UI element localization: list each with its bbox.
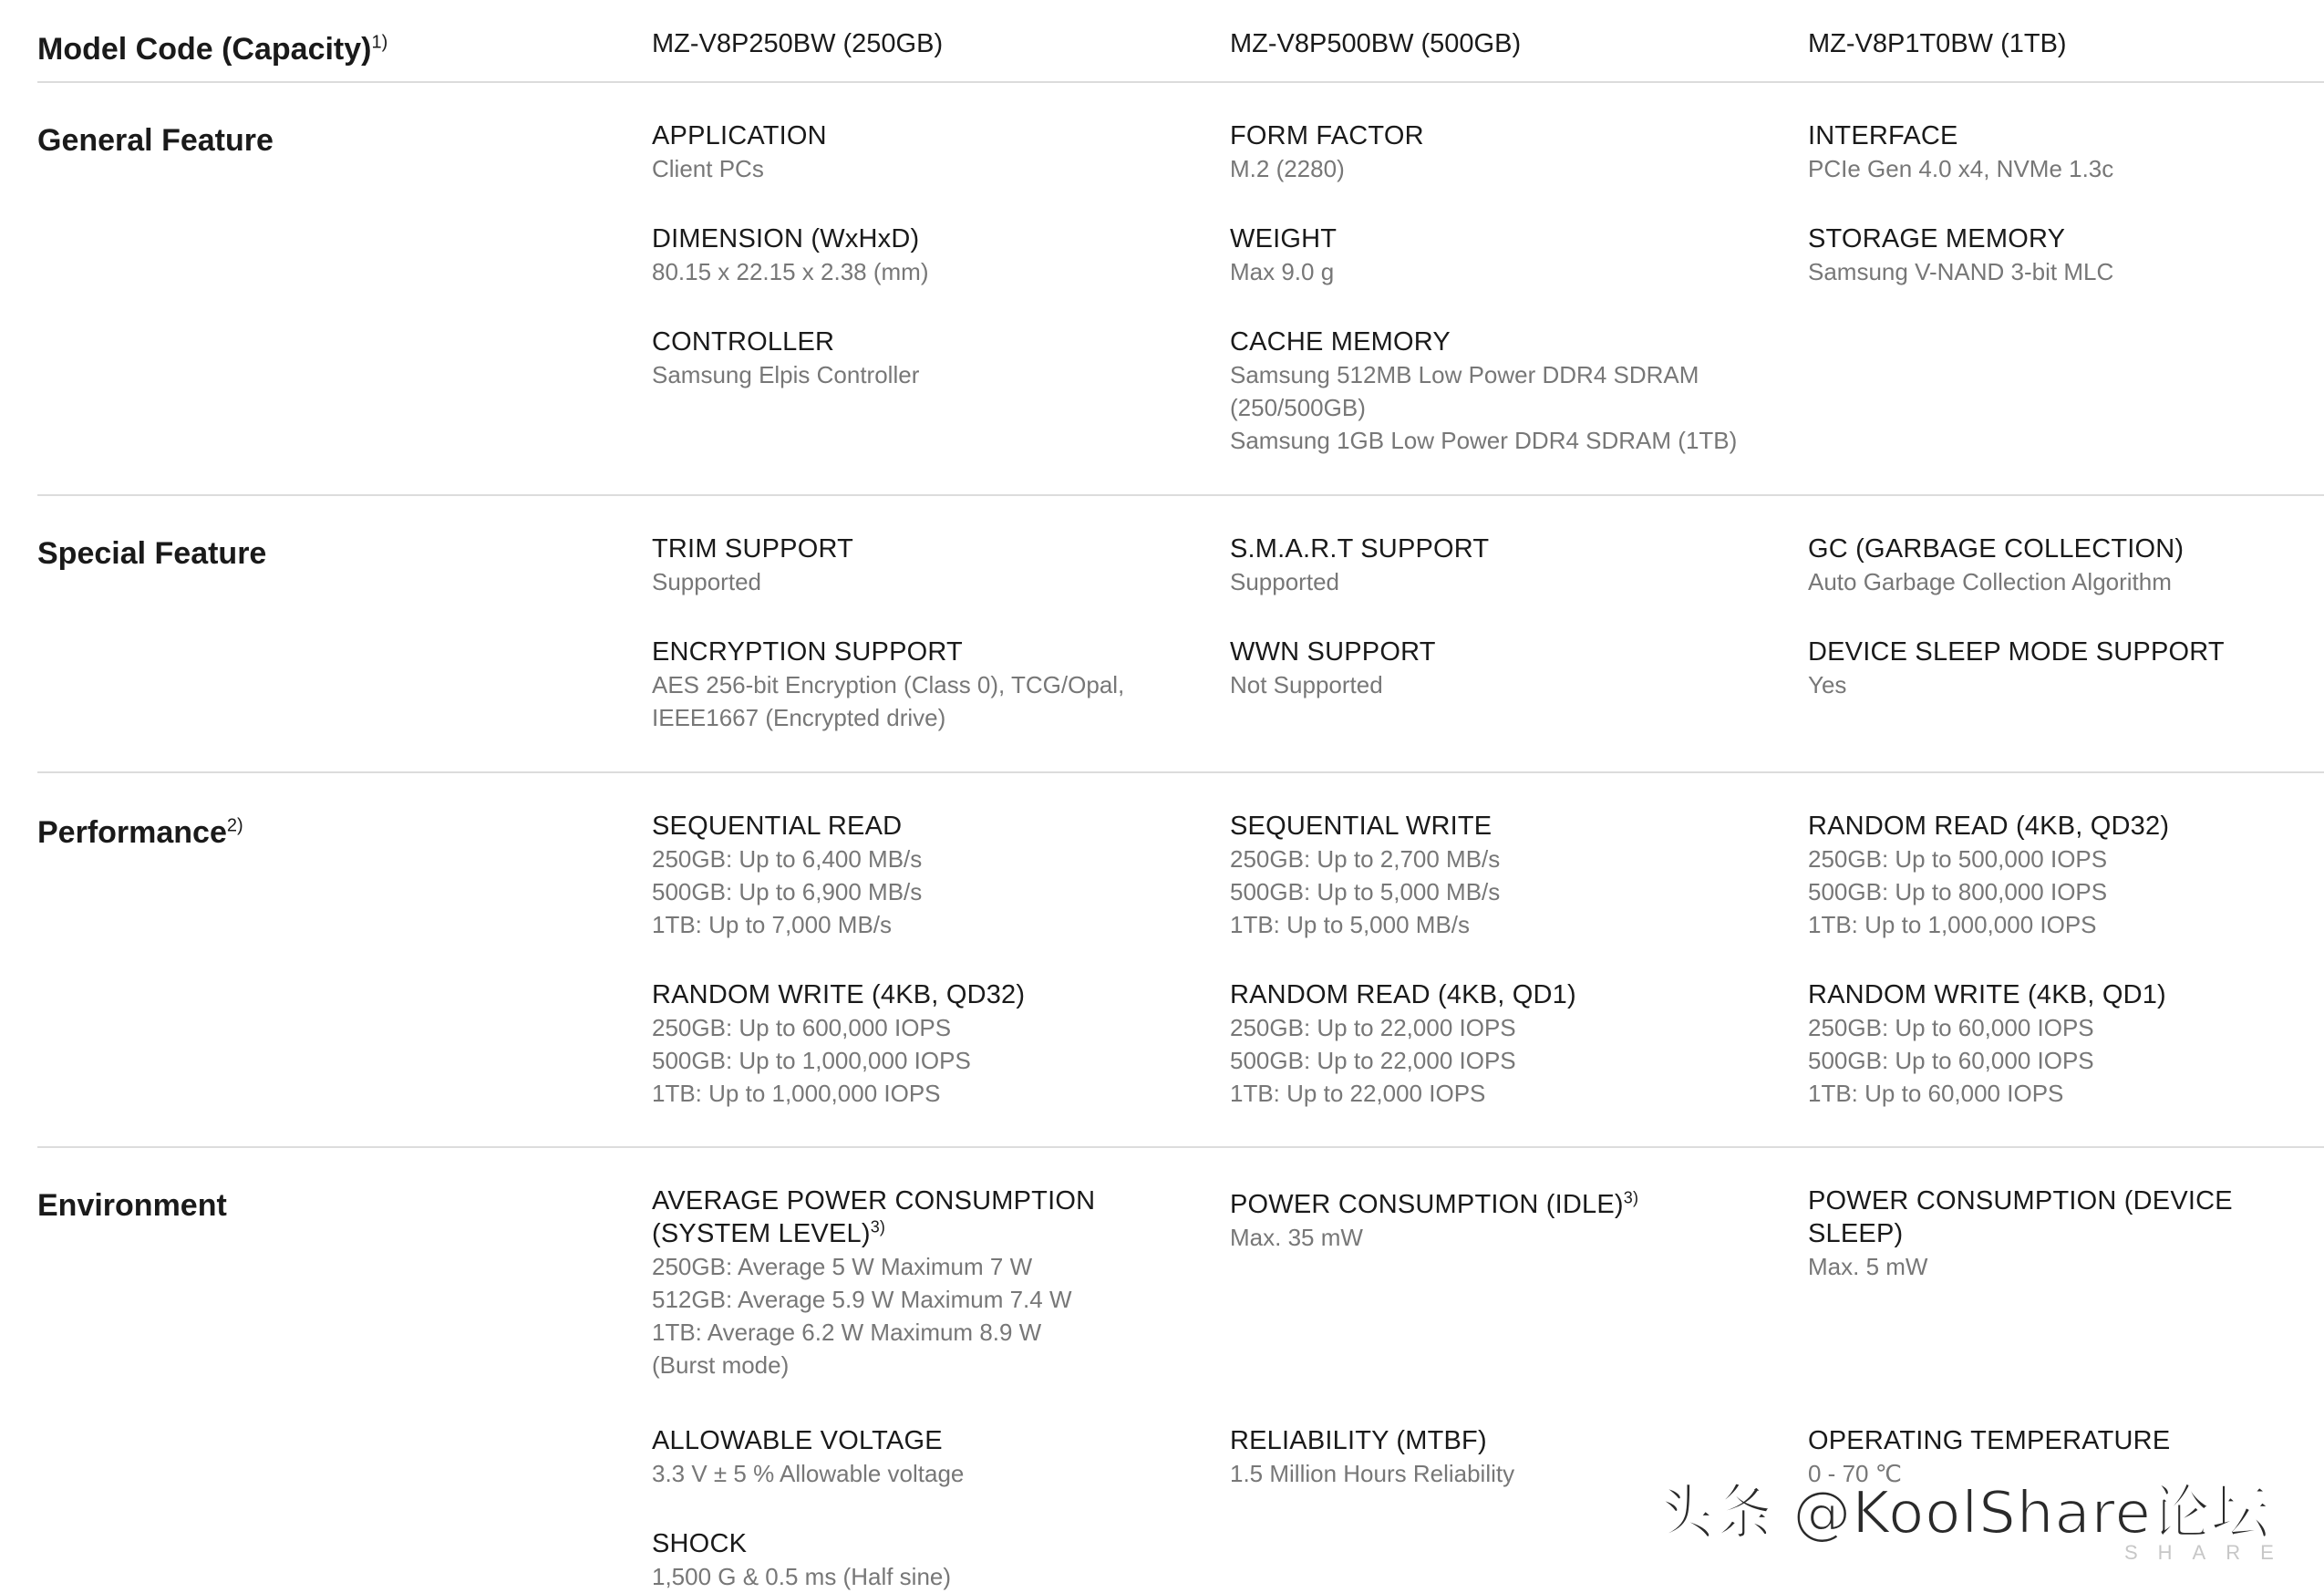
spec-label [1230, 1188, 1777, 1221]
spec-value: Client PCs [652, 155, 764, 182]
divider [37, 494, 2324, 496]
spec-value: 1TB: Up to 1,000,000 IOPS [652, 1080, 941, 1107]
spec-device-sleep [1808, 636, 2324, 701]
spec-label-cont [652, 1217, 1199, 1250]
spec-value: 0 - 70 ℃ [1808, 1460, 1902, 1487]
spec-footnote: 3) [870, 1217, 886, 1236]
header-title [37, 29, 387, 69]
spec-form-factor [1230, 119, 1777, 185]
spec-interface [1808, 119, 2324, 185]
spec-value: Max 9.0 g [1230, 258, 1335, 285]
spec-value: M.2 (2280) [1230, 155, 1345, 182]
spec-label: APPLICATION [652, 121, 827, 150]
spec-label: AVERAGE POWER CONSUMPTION [652, 1186, 1096, 1215]
spec-label: SEQUENTIAL READ [652, 812, 903, 841]
spec-label: FORM FACTOR [1230, 121, 1424, 150]
spec-power-idle [1230, 1188, 1777, 1254]
spec-value: 512GB: Average 5.9 W Maximum 7.4 W [652, 1286, 1072, 1313]
section-title-environment: Environment [37, 1188, 227, 1223]
spec-value: (250/500GB) [1230, 394, 1366, 421]
spec-random-write-qd1 [1808, 978, 2324, 1110]
spec-cache-memory [1230, 326, 1777, 457]
spec-label: TRIM SUPPORT [652, 534, 853, 564]
spec-value: 500GB: Up to 60,000 IOPS [1808, 1047, 2094, 1074]
spec-value: 500GB: Up to 6,900 MB/s [652, 878, 923, 905]
spec-value: AES 256-bit Encryption (Class 0), TCG/Opal, [652, 671, 1125, 698]
spec-label: CACHE MEMORY [1230, 327, 1451, 357]
spec-value: 250GB: Up to 6,400 MB/s [652, 845, 923, 873]
spec-label: DIMENSION (WxHxD) [652, 224, 920, 253]
spec-sequential-read [652, 810, 1199, 941]
spec-label: WEIGHT [1230, 224, 1338, 253]
spec-value: 1,500 G & 0.5 ms (Half sine) [652, 1563, 952, 1590]
spec-value: 500GB: Up to 22,000 IOPS [1230, 1047, 1516, 1074]
spec-value: 1TB: Up to 7,000 MB/s [652, 911, 893, 938]
spec-label: RANDOM READ (4KB, QD1) [1230, 980, 1576, 1009]
spec-value: Samsung V-NAND 3-bit MLC [1808, 258, 2114, 285]
header-title-text: Model Code (Capacity) [37, 32, 372, 67]
spec-value: PCIe Gen 4.0 x4, NVMe 1.3c [1808, 155, 2114, 182]
divider [37, 81, 2324, 83]
spec-label-text: (SYSTEM LEVEL) [652, 1219, 871, 1248]
spec-value: Supported [652, 568, 761, 595]
spec-label: ALLOWABLE VOLTAGE [652, 1426, 943, 1455]
spec-value: (Burst mode) [652, 1351, 790, 1379]
model-code-250: MZ-V8P250BW (250GB) [652, 29, 944, 58]
spec-label: WWN SUPPORT [1230, 637, 1436, 667]
spec-value: 1TB: Up to 1,000,000 IOPS [1808, 911, 2097, 938]
spec-value: 500GB: Up to 1,000,000 IOPS [652, 1047, 971, 1074]
spec-gc [1808, 533, 2324, 598]
section-title-special: Special Feature [37, 536, 267, 571]
spec-value: Samsung 512MB Low Power DDR4 SDRAM [1230, 361, 1699, 388]
spec-value: Auto Garbage Collection Algorithm [1808, 568, 2172, 595]
section-title-text: Performance [37, 815, 227, 850]
spec-footnote: 3) [1623, 1188, 1639, 1207]
spec-value: 250GB: Up to 22,000 IOPS [1230, 1014, 1516, 1041]
spec-value: 80.15 x 22.15 x 2.38 (mm) [652, 258, 929, 285]
spec-value: 1TB: Up to 5,000 MB/s [1230, 911, 1471, 938]
spec-power-device-sleep [1808, 1184, 2319, 1283]
spec-label: RELIABILITY (MTBF) [1230, 1426, 1487, 1455]
spec-label: OPERATING TEMPERATURE [1808, 1426, 2171, 1455]
spec-value: 250GB: Up to 600,000 IOPS [652, 1014, 952, 1041]
spec-value: 1TB: Up to 22,000 IOPS [1230, 1080, 1486, 1107]
spec-label: POWER CONSUMPTION (DEVICE SLEEP) [1808, 1186, 2233, 1248]
spec-label: RANDOM WRITE (4KB, QD32) [652, 980, 1026, 1009]
spec-value: 1.5 Million Hours Reliability [1230, 1460, 1515, 1487]
spec-label: CONTROLLER [652, 327, 835, 357]
spec-trim-support [652, 533, 1199, 598]
spec-value: 1TB: Average 6.2 W Maximum 8.9 W [652, 1319, 1042, 1346]
divider [37, 1146, 2324, 1148]
spec-smart-support [1230, 533, 1777, 598]
spec-encryption-support [652, 636, 1199, 734]
spec-controller [652, 326, 1199, 391]
spec-allowable-voltage [652, 1424, 1199, 1490]
spec-label: RANDOM WRITE (4KB, QD1) [1808, 980, 2166, 1009]
section-title-performance [37, 812, 243, 853]
spec-value: Max. 5 mW [1808, 1253, 1928, 1280]
spec-sequential-write [1230, 810, 1777, 941]
spec-random-read-qd32 [1808, 810, 2324, 941]
spec-value: 250GB: Up to 60,000 IOPS [1808, 1014, 2094, 1041]
spec-label-text: POWER CONSUMPTION (IDLE) [1230, 1190, 1624, 1219]
spec-storage-memory [1808, 222, 2324, 288]
spec-label: DEVICE SLEEP MODE SUPPORT [1808, 637, 2225, 667]
spec-label: SEQUENTIAL WRITE [1230, 812, 1493, 841]
spec-label: ENCRYPTION SUPPORT [652, 637, 963, 667]
spec-value: 500GB: Up to 800,000 IOPS [1808, 878, 2108, 905]
spec-value: Not Supported [1230, 671, 1383, 698]
divider [37, 771, 2324, 773]
section-title-footnote: 2) [226, 815, 243, 836]
spec-average-power [652, 1184, 1199, 1381]
spec-label: INTERFACE [1808, 121, 1958, 150]
spec-random-read-qd1 [1230, 978, 1777, 1110]
spec-value: Samsung 1GB Low Power DDR4 SDRAM (1TB) [1230, 427, 1738, 454]
spec-value: 250GB: Average 5 W Maximum 7 W [652, 1253, 1033, 1280]
watermark-text: 头条 @KoolShare论坛 [1655, 1480, 2270, 1547]
model-code-500: MZ-V8P500BW (500GB) [1230, 29, 1522, 58]
section-title-general: General Feature [37, 123, 274, 158]
spec-value: IEEE1667 (Encrypted drive) [652, 704, 946, 731]
spec-label: SHOCK [652, 1529, 748, 1558]
spec-label: RANDOM READ (4KB, QD32) [1808, 812, 2170, 841]
spec-label: S.M.A.R.T SUPPORT [1230, 534, 1490, 564]
spec-value: Max. 35 mW [1230, 1224, 1363, 1251]
spec-value: 250GB: Up to 2,700 MB/s [1230, 845, 1501, 873]
spec-value: 1TB: Up to 60,000 IOPS [1808, 1080, 2064, 1107]
watermark-logo-text: SHARE [2124, 1541, 2294, 1564]
spec-shock [652, 1527, 1199, 1593]
model-code-1tb: MZ-V8P1T0BW (1TB) [1808, 29, 2067, 58]
spec-value: 3.3 V ± 5 % Allowable voltage [652, 1460, 965, 1487]
spec-label: STORAGE MEMORY [1808, 224, 2066, 253]
spec-dimension [652, 222, 1199, 288]
spec-random-write-qd32 [652, 978, 1199, 1110]
spec-wwn-support [1230, 636, 1777, 701]
spec-label: GC (GARBAGE COLLECTION) [1808, 534, 2185, 564]
header-title-footnote: 1) [371, 32, 388, 53]
spec-value: 250GB: Up to 500,000 IOPS [1808, 845, 2108, 873]
spec-value: Yes [1808, 671, 1847, 698]
spec-value: Samsung Elpis Controller [652, 361, 920, 388]
spec-application [652, 119, 1199, 185]
spec-value: Supported [1230, 568, 1339, 595]
spec-value: 500GB: Up to 5,000 MB/s [1230, 878, 1501, 905]
spec-weight [1230, 222, 1777, 288]
